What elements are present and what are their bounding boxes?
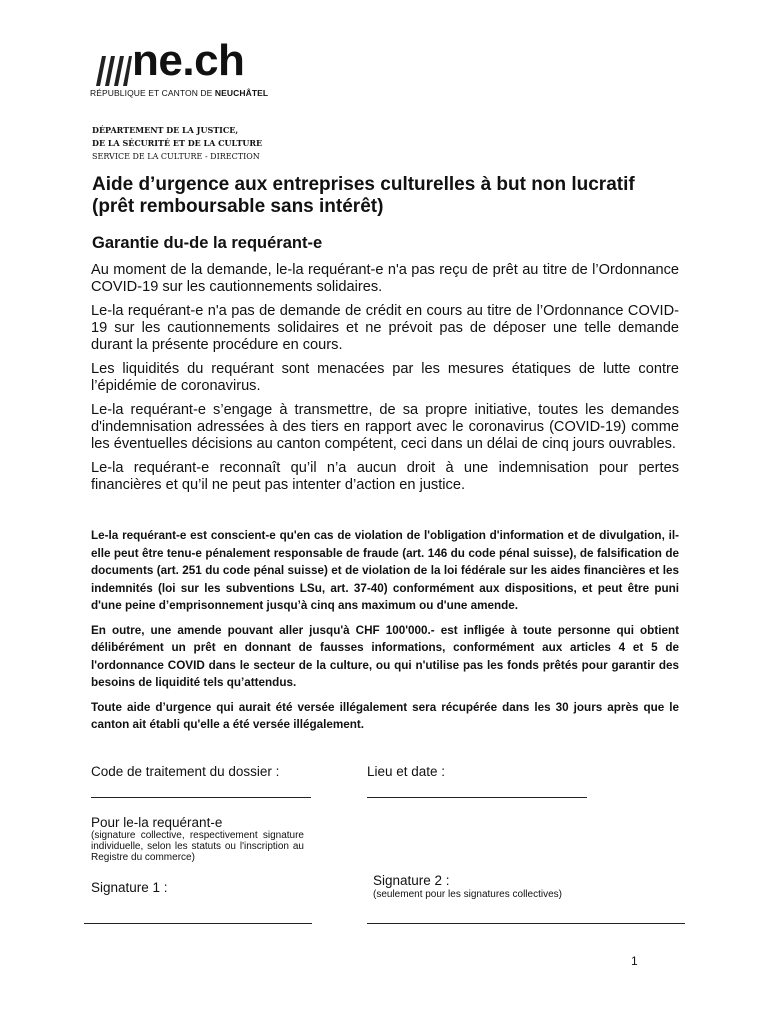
page-number: 1 <box>631 954 638 968</box>
paragraph: Le-la requérant-e n'a pas de demande de crédit en cours au titre de l’Ordonnance COVID-19 sur les cautionnements solidaires et ne prévoit pas de déposer une telle demande durant la présente procédure en cours. <box>91 303 679 353</box>
body-paragraphs <box>91 262 679 501</box>
signature-2-line <box>367 923 685 924</box>
logo-text: ne.ch <box>132 36 245 85</box>
place-date-field-line <box>367 797 587 798</box>
paragraph: Le-la requérant-e s’engage à transmettre, de sa propre initiative, toutes les demandes d'indemnisation adressées à des tiers en rapport avec le coronavirus (COVID-19) comme les éventuelles décisions au canton compétent, ceci dans un délai de cinq jours ouvrables. <box>91 402 679 452</box>
code-label: Code de traitement du dossier : <box>91 764 280 779</box>
signature-1-line <box>84 923 312 924</box>
logo-subtitle <box>90 88 268 98</box>
signature-1-field[interactable] <box>84 897 312 923</box>
place-date-label: Lieu et date : <box>367 764 446 779</box>
signature-2-field[interactable] <box>367 904 685 923</box>
neuchatel-logo <box>88 36 348 102</box>
signature-note: (signature collective, respectivement signature individuelle, selon les statuts ou l'inscription au Registre du commerce) <box>91 830 304 863</box>
code-field[interactable] <box>91 778 311 796</box>
legal-paragraph: Le-la requérant-e est conscient-e qu'en cas de violation de l'obligation d'information et de divulgation, il-elle peut être tenu-e pénalement responsable de fraude (art. 146 du code pénal suisse), de falsification de documents (art. 251 du code pénal suisse) et de violation de la loi fédérale sur les aides financières et les indemnités (loi sur les subventions LSu, art. 37-40) conformément aux dispositions, et peut être puni d'une peine d’emprisonnement jusqu’à cinq ans maximum ou d'une amende. <box>91 529 679 612</box>
for-applicant-label: Pour le-la requérant-e <box>91 815 223 830</box>
document-title <box>92 174 692 218</box>
signature-2-label: Signature 2 : <box>373 873 450 888</box>
signature-1-label: Signature 1 : <box>91 880 168 895</box>
title-line-1: Aide d’urgence aux entreprises culturelles à but non lucratif <box>92 174 635 195</box>
logo-subtitle-prefix: RÉPUBLIQUE ET CANTON DE <box>90 88 215 98</box>
signature-2-note: (seulement pour les signatures collectives) <box>373 889 562 900</box>
legal-warnings <box>91 527 679 741</box>
title-line-2: (prêt remboursable sans intérêt) <box>92 196 384 217</box>
paragraph: Le-la requérant-e reconnaît qu’il n’a aucun droit à une indemnisation pour pertes financières et qu’il ne peut pas intenter d’action en justice. <box>91 460 679 493</box>
service-line: SERVICE DE LA CULTURE - DIRECTION <box>92 152 260 161</box>
place-date-field[interactable] <box>367 778 587 796</box>
logo-subtitle-canton: NEUCHÂTEL <box>214 88 269 98</box>
legal-paragraph: Toute aide d’urgence qui aurait été versée illégalement sera récupérée dans les 30 jours après que le canton ait établi qu'elle a été versée illégalement. <box>91 700 679 731</box>
logo-stripes-icon <box>92 56 132 86</box>
department-line-1: DÉPARTEMENT DE LA JUSTICE, <box>92 125 239 135</box>
legal-paragraph: En outre, une amende pouvant aller jusqu'à CHF 100'000.- est infligée à toute personne qui obtient délibérément un prêt en donnant de fausses informations, conformément aux articles 4 et 5 de l'ordonnance COVID dans le secteur de la culture, ou qui n'utilise pas les fonds prêtés pour garantir des besoins de liquidité tels qu’attendus. <box>91 623 679 689</box>
department-block <box>92 124 262 163</box>
paragraph: Les liquidités du requérant sont menacées par les mesures étatiques de lutte contre l’épidémie de coronavirus. <box>91 361 679 394</box>
code-field-line <box>91 797 311 798</box>
paragraph: Au moment de la demande, le-la requérant-e n'a pas reçu de prêt au titre de l’Ordonnance COVID-19 sur les cautionnements solidaires. <box>91 262 679 295</box>
department-line-2: DE LA SÉCURITÉ ET DE LA CULTURE <box>92 138 263 148</box>
section-heading: Garantie du-de la requérant-e <box>92 234 323 252</box>
